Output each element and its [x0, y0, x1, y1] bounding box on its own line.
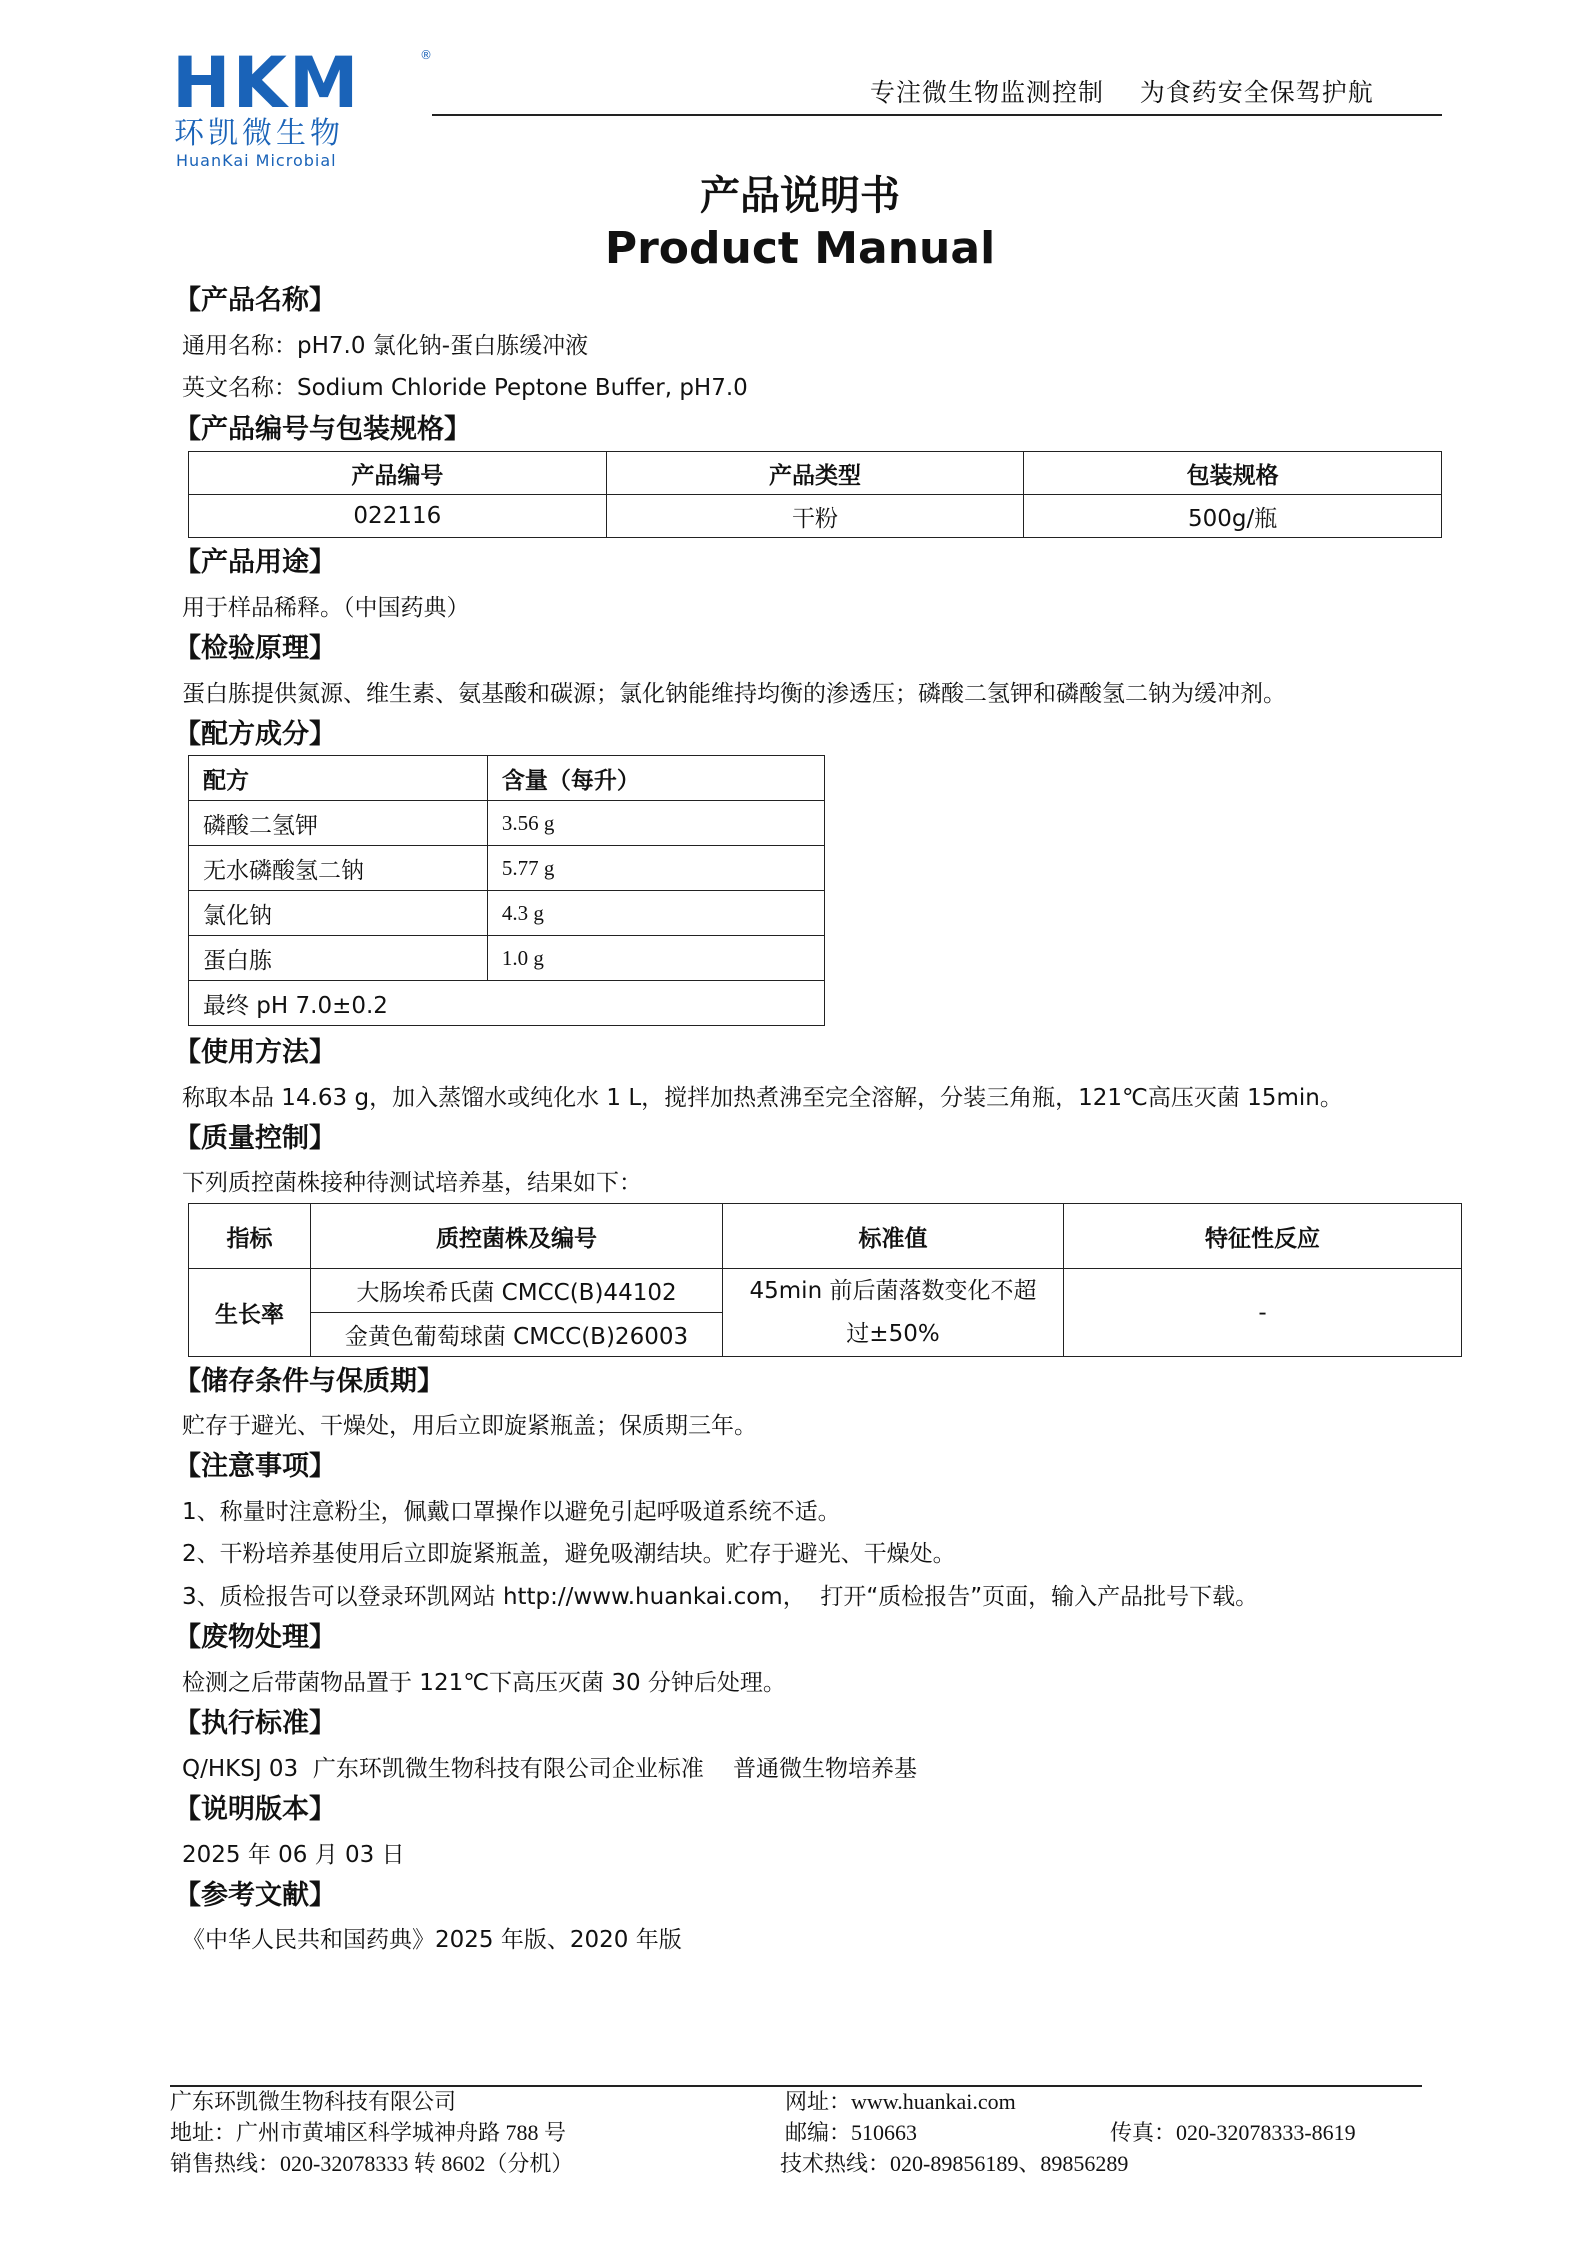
table-header-cell: 含量（每升） — [487, 756, 824, 801]
footer-fax: 传真：020-32078333-8619 — [1110, 2120, 1356, 2145]
note-item: 2、干粉培养基使用后立即旋紧瓶盖，避免吸潮结块。贮存于避光、干燥处。 — [182, 1541, 956, 1567]
english-name: 英文名称：Sodium Chloride Peptone Buffer, pH7.0 — [182, 375, 748, 401]
table-header-cell: 配方 — [189, 756, 488, 801]
note-item: 1、称量时注意粉尘，佩戴口罩操作以避免引起呼吸道系统不适。 — [182, 1499, 841, 1525]
section-heading-standard: 【执行标准】 — [174, 1708, 336, 1739]
footer-sales-hotline: 销售热线：020-32078333 转 8602（分机） — [170, 2151, 574, 2176]
table-row — [189, 846, 825, 891]
table-row — [189, 495, 1442, 538]
logo-chinese-name: 环凯微生物 — [174, 116, 344, 151]
footer-divider — [170, 2085, 1422, 2087]
section-heading-notes: 【注意事项】 — [174, 1451, 336, 1482]
section-heading-principle: 【检验原理】 — [174, 633, 336, 664]
table-row — [189, 1269, 1462, 1313]
method-text: 称取本品 14.63 g，加入蒸馏水或纯化水 1 L，搅拌加热煮沸至完全溶解，分装三角瓶，121℃高压灭菌 15min。 — [182, 1085, 1343, 1111]
qc-strain: 金黄色葡萄球菌 CMCC(B)26003 — [311, 1313, 723, 1357]
qc-table — [188, 1203, 1462, 1357]
footer-website: 网址：www.huankai.com — [785, 2089, 1016, 2114]
section-heading-qc: 【质量控制】 — [174, 1123, 336, 1154]
section-heading-disposal: 【废物处理】 — [174, 1622, 336, 1653]
section-heading-storage: 【储存条件与保质期】 — [174, 1366, 444, 1397]
table-row — [189, 891, 825, 936]
ingredient-amount: 3.56 g — [487, 801, 824, 846]
logo-mark: HKM — [172, 42, 361, 124]
table-header-cell: 特征性反应 — [1064, 1204, 1462, 1269]
ingredient-name: 磷酸二氢钾 — [189, 801, 488, 846]
standard-text: Q/HKSJ 03 广东环凯微生物科技有限公司企业标准 普通微生物培养基 — [182, 1756, 918, 1782]
footer-address: 地址：广州市黄埔区科学城神舟路 788 号 — [170, 2120, 567, 2145]
ingredient-amount: 5.77 g — [487, 846, 824, 891]
table-header-cell: 包装规格 — [1024, 452, 1442, 495]
qc-reaction: - — [1064, 1269, 1462, 1357]
qc-strain: 大肠埃希氏菌 CMCC(B)44102 — [311, 1269, 723, 1313]
table-header-cell: 产品类型 — [606, 452, 1024, 495]
table-header-cell: 产品编号 — [189, 452, 607, 495]
table-header-row — [189, 756, 825, 801]
section-heading-use: 【产品用途】 — [174, 547, 336, 578]
table-row — [189, 936, 825, 981]
ingredient-amount: 1.0 g — [487, 936, 824, 981]
qc-standard — [723, 1269, 1064, 1357]
header-divider — [432, 114, 1442, 116]
section-heading-spec: 【产品编号与包装规格】 — [174, 414, 471, 445]
qc-standard-line2: 过±50% — [846, 1320, 940, 1347]
footer-company: 广东环凯微生物科技有限公司 — [170, 2089, 457, 2114]
qc-standard-line1: 45min 前后菌落数变化不超 — [749, 1277, 1037, 1304]
table-cell: 022116 — [189, 495, 607, 538]
table-cell: 500g/瓶 — [1024, 495, 1442, 538]
title-chinese: 产品说明书 — [700, 173, 900, 219]
table-row — [189, 981, 825, 1026]
table-header-row — [189, 1204, 1462, 1269]
logo-english-name: HuanKai Microbial — [176, 151, 337, 170]
formula-table — [188, 755, 825, 1026]
company-logo — [172, 42, 442, 170]
table-header-cell: 指标 — [189, 1204, 311, 1269]
note-item: 3、质检报告可以登录环凯网站 http://www.huankai.com， 打开“质检报告”页面，输入产品批号下载。 — [182, 1584, 1259, 1610]
use-text: 用于样品稀释。（中国药典） — [182, 595, 470, 621]
header-slogan: 专注微生物监测控制 为食药安全保驾护航 — [870, 78, 1374, 107]
table-header-row — [189, 452, 1442, 495]
table-header-cell: 质控菌株及编号 — [311, 1204, 723, 1269]
qc-indicator: 生长率 — [189, 1269, 311, 1357]
table-header-cell: 标准值 — [723, 1204, 1064, 1269]
ingredient-name: 蛋白胨 — [189, 936, 488, 981]
principle-text: 蛋白胨提供氮源、维生素、氨基酸和碳源；氯化钠能维持均衡的渗透压；磷酸二氢钾和磷酸氢二钠为缓冲剂。 — [182, 681, 1286, 707]
ingredient-name: 氯化钠 — [189, 891, 488, 936]
disposal-text: 检测之后带菌物品置于 121℃下高压灭菌 30 分钟后处理。 — [182, 1670, 786, 1696]
reference-text: 《中华人民共和国药典》2025 年版、2020 年版 — [182, 1927, 682, 1953]
version-text: 2025 年 06 月 03 日 — [182, 1842, 405, 1868]
section-heading-version: 【说明版本】 — [174, 1794, 336, 1825]
footer-postcode: 邮编：510663 — [785, 2120, 918, 2145]
table-row — [189, 801, 825, 846]
title-english: Product Manual — [604, 223, 996, 274]
section-heading-name: 【产品名称】 — [174, 285, 336, 316]
table-cell: 干粉 — [606, 495, 1024, 538]
section-heading-reference: 【参考文献】 — [174, 1880, 336, 1911]
logo-registered-mark: ® — [420, 48, 432, 62]
common-name: 通用名称：pH7.0 氯化钠-蛋白胨缓冲液 — [182, 333, 589, 359]
ingredient-name: 无水磷酸氢二钠 — [189, 846, 488, 891]
section-heading-method: 【使用方法】 — [174, 1037, 336, 1068]
section-heading-formula: 【配方成分】 — [174, 719, 336, 750]
ingredient-amount: 4.3 g — [487, 891, 824, 936]
final-ph: 最终 pH 7.0±0.2 — [189, 981, 825, 1026]
qc-intro: 下列质控菌株接种待测试培养基，结果如下： — [182, 1170, 642, 1196]
footer-tech-hotline: 技术热线：020-89856189、89856289 — [780, 2151, 1129, 2176]
spec-table — [188, 451, 1442, 538]
storage-text: 贮存于避光、干燥处，用后立即旋紧瓶盖；保质期三年。 — [182, 1413, 757, 1439]
